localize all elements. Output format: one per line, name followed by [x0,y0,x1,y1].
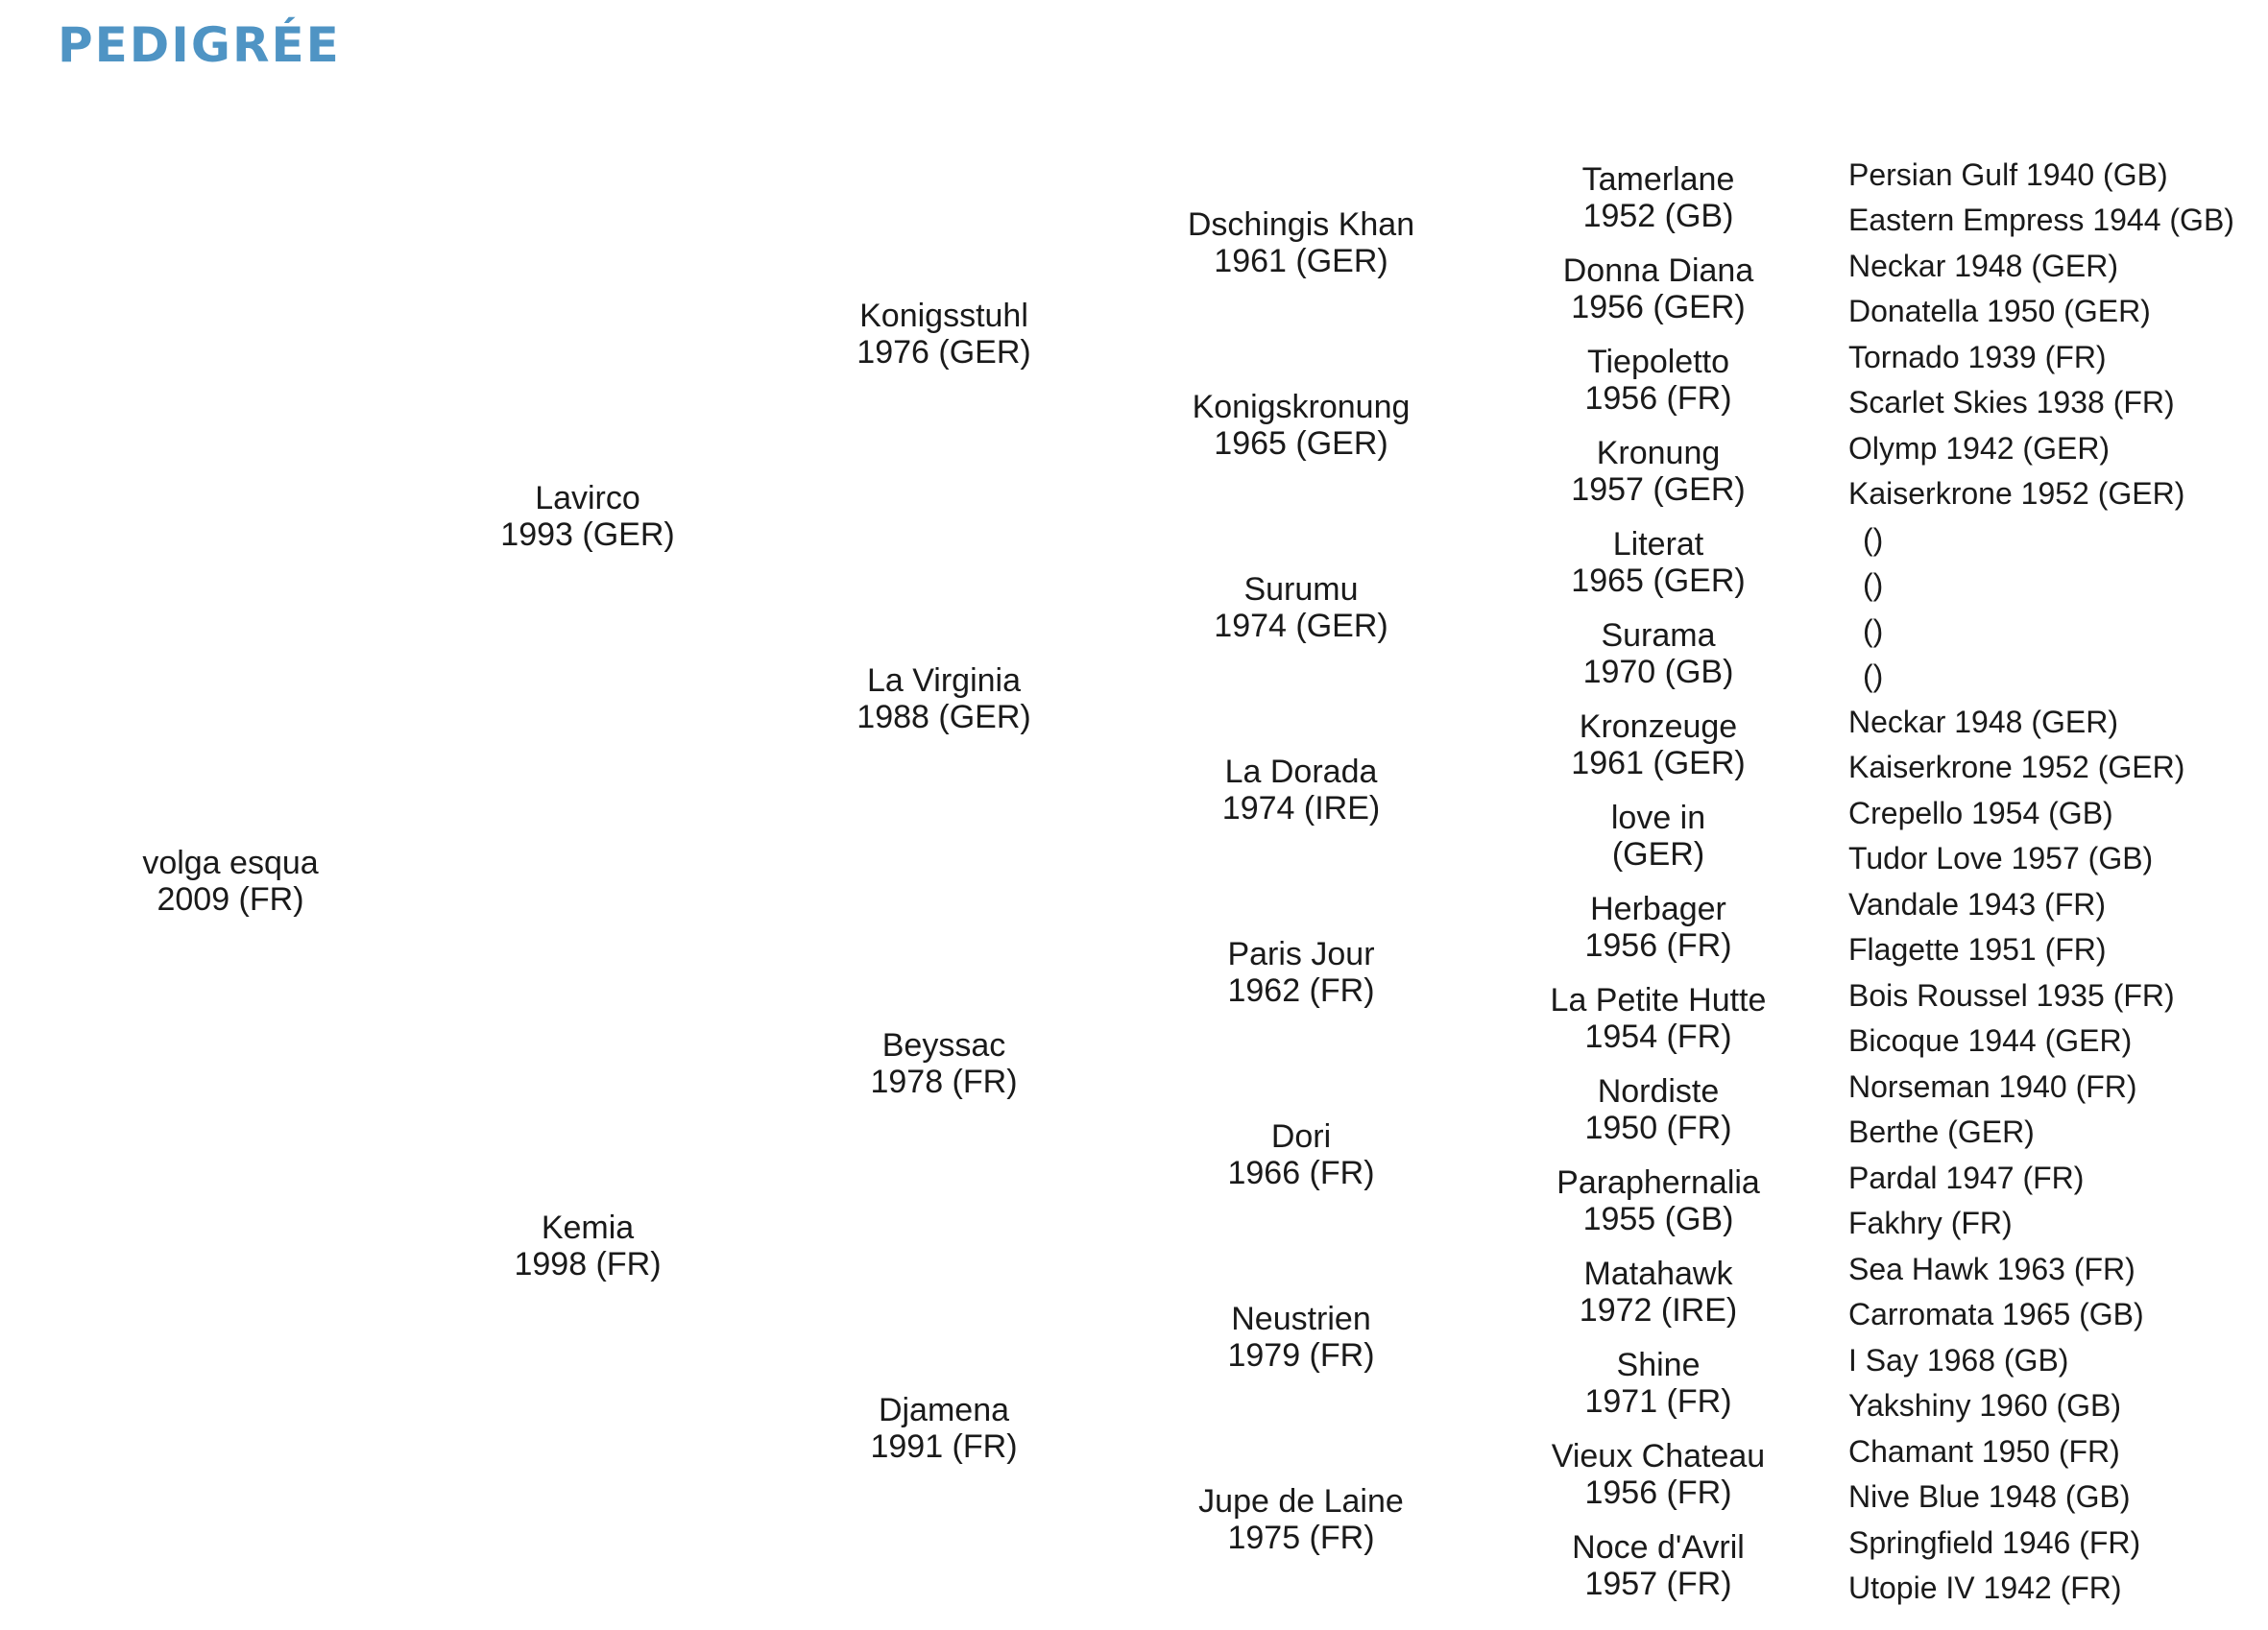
great-great-grandparent-info: 1957 (GER) [1571,470,1746,508]
great-great-grandparent-name: Noce d'Avril [1572,1528,1745,1566]
ancestor-gen5-18: Bois Roussel 1935 (FR) [1848,977,2175,1013]
great-great-grandparent-1 [1389,252,1927,325]
great-great-grandparent-name: Nordiste [1597,1072,1720,1110]
ancestor-gen5-8: () [1863,521,1884,557]
great-great-grandparent-name: La Petite Hutte [1550,981,1767,1019]
great-great-grandparent-12 [1389,1256,1927,1329]
great-grandparent-info: 1966 (FR) [1227,1155,1375,1191]
ancestor-gen5-6: Olymp 1942 (GER) [1848,430,2111,466]
grandparent-name: Beyssac [881,1027,1006,1064]
ancestor-gen5-4: Tornado 1939 (FR) [1848,339,2107,374]
great-great-grandparent-name: Herbager [1590,890,1726,927]
great-grandparent-name: La Dorada [1224,754,1378,790]
great-grandparent-name: Konigskronung [1192,389,1411,425]
great-great-grandparent-13 [1389,1347,1927,1420]
great-grandparent-info: 1974 (IRE) [1221,790,1381,827]
ancestor-gen5-1: Eastern Empress 1944 (GB) [1848,203,2234,238]
ancestor-gen5-21: Berthe (GER) [1848,1115,2035,1150]
great-grandparent-name: Jupe de Laine [1198,1483,1404,1520]
great-grandparent-name: Dschingis Khan [1187,206,1415,243]
ancestor-gen5-3: Donatella 1950 (GER) [1848,294,2151,329]
great-great-grandparent-5 [1389,617,1927,690]
ancestor-gen5-7: Kaiserkrone 1952 (GER) [1848,476,2185,512]
great-great-grandparent-name: Kronung [1596,434,1721,471]
grandparent-info: 1976 (GER) [857,334,1031,371]
great-great-grandparent-name: Paraphernalia [1556,1163,1760,1201]
ancestor-gen5-0: Persian Gulf 1940 (GB) [1848,156,2168,192]
great-great-grandparent-info: 1956 (FR) [1584,379,1732,417]
subject-horse-name: volga esqua [142,845,319,881]
ancestor-gen5-29: Nive Blue 1948 (GB) [1848,1479,2131,1515]
ancestor-gen5-16: Vandale 1943 (FR) [1848,886,2106,922]
great-great-grandparent-7 [1389,800,1927,873]
sire-dam-name: Kemia [541,1210,635,1246]
ancestor-gen5-2: Neckar 1948 (GER) [1848,248,2118,283]
ancestor-gen5-13: Kaiserkrone 1952 (GER) [1848,750,2185,785]
great-great-grandparent-9 [1389,982,1927,1055]
ancestor-gen5-17: Flagette 1951 (FR) [1848,932,2107,968]
great-great-grandparent-8 [1389,891,1927,964]
great-great-grandparent-info: 1956 (FR) [1584,1474,1732,1511]
grandparent-2 [675,1027,1213,1100]
great-grandparent-name: Dori [1270,1118,1332,1155]
great-grandparent-name: Paris Jour [1227,936,1375,972]
ancestor-gen5-24: Sea Hawk 1963 (FR) [1848,1251,2135,1286]
great-great-grandparent-name: Shine [1616,1346,1701,1383]
page-title: PEDIGRÉE [58,17,341,73]
grandparent-info: 1991 (FR) [870,1428,1018,1465]
grandparent-name: Djamena [878,1392,1010,1428]
great-great-grandparent-info: 1952 (GB) [1582,197,1734,234]
ancestor-gen5-5: Scarlet Skies 1938 (FR) [1848,385,2175,420]
great-great-grandparent-name: Tiepoletto [1586,343,1730,380]
great-great-grandparent-info: 1956 (GER) [1571,288,1746,325]
sire-dam-info: 1998 (FR) [514,1246,662,1282]
ancestor-gen5-20: Norseman 1940 (FR) [1848,1068,2137,1104]
grandparent-info: 1978 (FR) [870,1064,1018,1100]
ancestor-gen5-28: Chamant 1950 (FR) [1848,1433,2120,1469]
great-great-grandparent-2 [1389,344,1927,417]
great-great-grandparent-11 [1389,1164,1927,1237]
great-great-grandparent-15 [1389,1529,1927,1602]
ancestor-gen5-9: () [1863,567,1884,603]
great-great-grandparent-name: Matahawk [1583,1255,1733,1292]
grandparent-name: La Virginia [866,662,1022,699]
grandparent-name: Konigsstuhl [859,298,1028,334]
great-great-grandparent-0 [1389,161,1927,234]
sire-dam-1 [319,1210,857,1282]
great-great-grandparent-4 [1389,526,1927,599]
great-great-grandparent-10 [1389,1073,1927,1146]
grandparent-info: 1988 (GER) [857,699,1031,735]
sire-dam-info: 1993 (GER) [500,516,675,553]
great-great-grandparent-name: Tamerlane [1581,160,1735,198]
grandparent-1 [675,662,1213,735]
great-great-grandparent-name: Kronzeuge [1579,707,1738,745]
ancestor-gen5-14: Crepello 1954 (GB) [1848,795,2113,830]
great-great-grandparent-info: (GER) [1611,835,1705,873]
ancestor-gen5-15: Tudor Love 1957 (GB) [1848,841,2154,876]
great-grandparent-info: 1962 (FR) [1227,972,1375,1009]
sire-dam-0 [319,480,857,553]
subject-horse-0 [0,845,499,918]
great-grandparent-info: 1974 (GER) [1214,608,1388,644]
great-great-grandparent-info: 1950 (FR) [1584,1109,1732,1146]
great-great-grandparent-info: 1955 (GB) [1582,1200,1734,1237]
ancestor-gen5-31: Utopie IV 1942 (FR) [1848,1570,2122,1606]
great-grandparent-name: Neustrien [1231,1301,1371,1337]
ancestor-gen5-30: Springfield 1946 (FR) [1848,1524,2141,1560]
ancestor-gen5-11: () [1863,659,1884,694]
great-great-grandparent-3 [1389,435,1927,508]
ancestor-gen5-12: Neckar 1948 (GER) [1848,704,2118,739]
great-great-grandparent-6 [1389,708,1927,781]
great-great-grandparent-info: 1971 (FR) [1584,1382,1732,1420]
great-great-grandparent-name: Donna Diana [1562,252,1754,289]
great-great-grandparent-info: 1956 (FR) [1584,926,1732,964]
great-grandparent-info: 1961 (GER) [1214,243,1388,279]
great-grandparent-info: 1975 (FR) [1227,1520,1375,1556]
grandparent-0 [675,298,1213,371]
great-grandparent-name: Surumu [1243,571,1359,608]
ancestor-gen5-27: Yakshiny 1960 (GB) [1848,1388,2121,1424]
great-great-grandparent-name: Surama [1601,616,1716,654]
great-great-grandparent-info: 1957 (FR) [1584,1565,1732,1602]
ancestor-gen5-23: Fakhry (FR) [1848,1206,2013,1241]
great-grandparent-info: 1965 (GER) [1214,425,1388,462]
great-great-grandparent-info: 1970 (GB) [1582,653,1734,690]
ancestor-gen5-10: () [1863,612,1884,648]
great-great-grandparent-info: 1961 (GER) [1571,744,1746,781]
great-great-grandparent-14 [1389,1438,1927,1511]
grandparent-3 [675,1392,1213,1465]
ancestor-gen5-25: Carromata 1965 (GB) [1848,1297,2144,1332]
subject-horse-info: 2009 (FR) [157,881,304,918]
ancestor-gen5-22: Pardal 1947 (FR) [1848,1160,2085,1195]
great-great-grandparent-info: 1972 (IRE) [1579,1291,1738,1329]
great-great-grandparent-name: Vieux Chateau [1551,1437,1766,1474]
great-grandparent-info: 1979 (FR) [1227,1337,1375,1374]
great-great-grandparent-name: Literat [1612,525,1704,563]
sire-dam-name: Lavirco [535,480,640,516]
great-great-grandparent-name: love in [1610,799,1706,836]
ancestor-gen5-26: I Say 1968 (GB) [1848,1342,2069,1378]
great-great-grandparent-info: 1965 (GER) [1571,562,1746,599]
ancestor-gen5-19: Bicoque 1944 (GER) [1848,1023,2133,1059]
great-great-grandparent-info: 1954 (FR) [1584,1018,1732,1055]
